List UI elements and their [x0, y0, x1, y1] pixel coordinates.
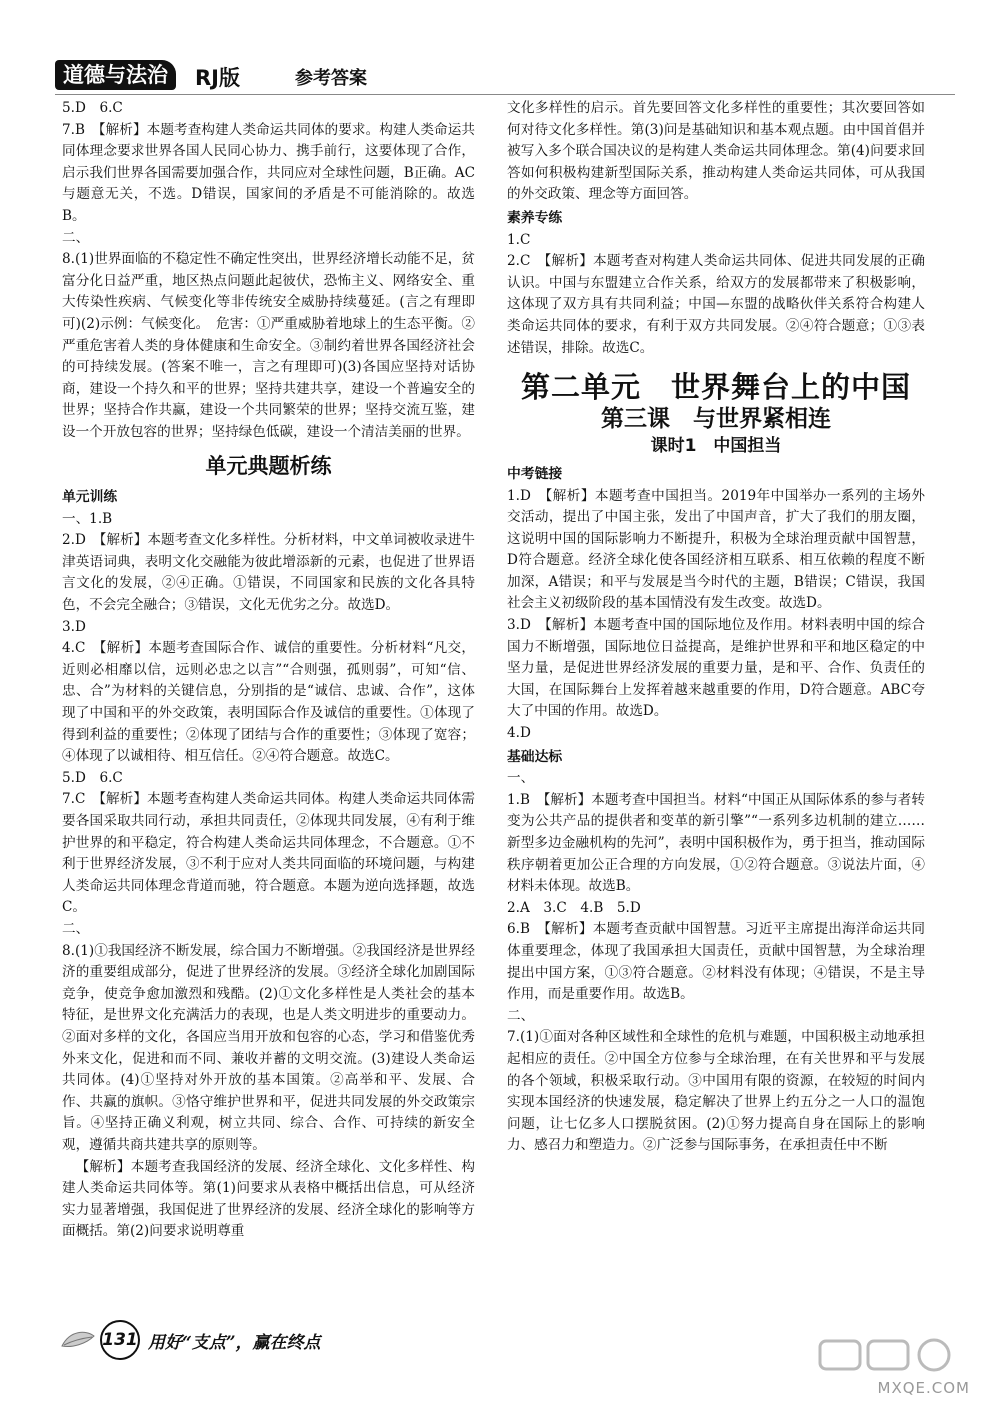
watermark-text: MXQE.COM	[877, 1379, 970, 1397]
answer-paragraph: 1.D 【解析】本题考查中国担当。2019年中国举办一系列的主场外交活动，提出了中国主张，发出了中国声音，扩大了我们的朋友圈，这说明中国的国际影响力不断提升，积极为全球治理贡献中国智慧，D符合题意。经济全球化使各国经济相互联系、相互依赖的程度不断加深，A错误；和平与发展是当今时代的主题，B错误；C错误，我国社会主义初级阶段的基本国情没有发生改变。故选D。	[507, 487, 925, 612]
answer-paragraph: 1.C	[507, 231, 531, 248]
answer-paragraph: 6.B 【解析】本题考查贡献中国智慧。习近平主席提出海洋命运共同体重要理念，体现了我国承担大国责任，贡献中国智慧，为全球治理提出中国方案，①③符合题意。②材料没有体现；④错误，不是主导作用，而是重要作用。故选B。	[507, 921, 925, 1003]
answer-paragraph: 2.A 3.C 4.B 5.D	[507, 899, 641, 916]
period-title: 课时1 中国担当	[650, 436, 782, 457]
answer-paragraph: 5.D 6.C	[62, 100, 123, 116]
answer-paragraph: 3.D 【解析】本题考查中国的国际地位及作用。材料表明中国的综合国力不断增强，国际地位日益提高，是维护世界和平和地区稳定的中坚力量，是促进世界经济发展的重要力量，是和平、合作、负责任的大国，在国际舞台上发挥着越来越重要的作用，D符合题意。ABC夸大了中国的作用。故选D。	[507, 617, 925, 720]
answer-paragraph: 8.(1)世界面临的不稳定性不确定性突出，世界经济增长动能不足，贫富分化日益严重，地区热点问题此起彼伏，恐怖主义、网络安全、重大传染性疾病、气候变化等非传统安全威胁持续蔓延。(言之有理即可)(2)示例：气候变化。 危害：①严重威胁着地球上的生态平衡。②严重危害着人类的身体健康和生命安全。③制约着世界各国经济社会的可持续发展。(答案不唯一，言之有理即可)(3)各国应坚持对话协商，建设一个持久和平的世界；坚持共建共享，建设一个普遍安全的世界；坚持合作共赢，建设一个共同繁荣的世界；坚持交流互鉴，建设一个开放包容的世界；坚持绿色低碳，建设一个清洁美丽的世界。	[62, 251, 475, 440]
unit-heading: 单元典题析练	[205, 453, 332, 478]
edition-label: RJ版	[195, 66, 240, 90]
section-heading: 素养专练	[507, 209, 563, 226]
answer-title: 参考答案	[295, 68, 367, 89]
answer-paragraph: 4.C 【解析】本题考查国际合作、诚信的重要性。分析材料“凡交，近则必相靡以信，远则必忠之以言”“合则强，孤则弱”，可知“信、忠、合”为材料的关键信息，分别指的是“诚信、忠诚、合作”，这体现了中国和平的外交政策，表明国际合作及诚信的重要性。①体现了得到利益的重要性；②体现了团结与合作的重要性；③体现了宽容；④体现了以诚相待、相互信任。②④符合题意。故选C。	[62, 640, 475, 765]
answer-paragraph: 一、	[507, 770, 535, 787]
section-heading: 基础达标	[507, 748, 563, 765]
answer-paragraph: 7.(1)①面对各种区域性和全球性的危机与难题，中国积极主动地承担起相应的责任。②中国全方位参与全球治理，在有关世界和平与发展的各个领域，积极采取行动。③中国用有限的资源，在较短的时间内实现本国经济的快速发展，稳定解决了世界上约五分之一人口的温饱问题，让七亿多人口摆脱贫困。(2)①努力提高自身在国际上的影响力、感召力和塑造力。②广泛参与国际事务，在承担责任中不断	[507, 1029, 925, 1154]
page-header	[55, 52, 955, 92]
answer-paragraph: 7.C 【解析】本题考查构建人类命运共同体。构建人类命运共同体需要各国采取共同行动，承担共同责任，②体现共同发展，④有利于维护世界的和平稳定，符合构建人类命运共同体理念，不合题意。①不利于世界经济发展，③不利于应对人类共同面临的环境问题，与构建人类命运共同体理念背道而驰，符合题意。本题为逆向选择题，故选C。	[62, 791, 475, 916]
right-column	[507, 98, 925, 1157]
page-footer	[60, 1318, 940, 1358]
footer-slogan: 用好“支点”，赢在终点	[148, 1333, 321, 1353]
watermark	[810, 1335, 970, 1397]
header-divider	[55, 94, 955, 95]
watermark-logo-icon	[816, 1335, 966, 1375]
subject-badge: 道德与法治	[55, 60, 176, 90]
answer-paragraph: 2.D 【解析】本题考查文化多样性。分析材料，中文单词被收录进牛津英语词典，表明文化交融能为彼此增添新的元素，也促进了世界语言文化的发展，②④正确。①错误，不同国家和民族的文化各具特色，不会完全融合；③错误，文化无优劣之分。故选D。	[62, 532, 475, 614]
unit-title: 第二单元 世界舞台上的中国	[520, 370, 911, 405]
leaf-decoration-icon	[60, 1328, 96, 1350]
left-column	[62, 98, 475, 1243]
section-heading: 中考链接	[507, 465, 563, 482]
answer-paragraph: 二、	[507, 1007, 535, 1024]
page-number: 131	[100, 1320, 140, 1360]
answer-paragraph: 二、	[62, 920, 90, 937]
answer-paragraph: 二、	[62, 229, 90, 246]
answer-paragraph: 【解析】本题考查我国经济的发展、经济全球化、文化多样性、构建人类命运共同体等。第(1)问要求从表格中概括出信息，可从经济实力显著增强，我国促进了世界经济的发展、经济全球化的影响等方面概括。第(2)问要求说明尊重	[62, 1158, 475, 1240]
answer-paragraph: 1.B 【解析】本题考查中国担当。材料“中国正从国际体系的参与者转变为公共产品的提供者和变革的新引擎”“一系列多边机制的建立……新型多边金融机构的先河”，表明中国积极作为，勇于担当，推动国际秩序朝着更加公正合理的方向发展，①②符合题意。③说法片面，④材料未体现。故选B。	[507, 791, 925, 895]
answer-paragraph: 8.(1)①我国经济不断发展，综合国力不断增强。②我国经济是世界经济的重要组成部分，促进了世界经济的发展。③经济全球化加剧国际竞争，使竞争愈加激烈和残酷。(2)①文化多样性是人类社会的基本特征，是世界文化充满活力的表现，也是人类文明进步的重要动力。②面对多样的文化，各国应当用开放和包容的心态，学习和借鉴优秀外来文化，促进和而不同、兼收并蓄的文明交流。(3)建设人类命运共同体。(4)①坚持对外开放的基本国策。②高举和平、发展、合作、共赢的旗帜。③恪守维护世界和平，促进共同发展的外交政策宗旨。④坚持正确义利观，树立共同、综合、合作、可持续的新安全观，遵循共商共建共享的原则等。	[62, 942, 475, 1153]
answer-paragraph: 7.B 【解析】本题考查构建人类命运共同体的要求。构建人类命运共同体理念要求世界各国人民同心协力、携手前行，这要体现了合作，启示我们世界各国需要加强合作，共同应对全球性问题，B正确。AC与题意无关，不选。D错误，国家间的矛盾是不可能消除的。故选B。	[62, 121, 475, 224]
section-heading: 单元训练	[62, 489, 118, 506]
answer-paragraph: 3.D	[62, 618, 86, 635]
answer-paragraph: 4.D	[507, 725, 531, 742]
lesson-title: 第三课 与世界紧相连	[601, 405, 831, 432]
answer-paragraph: 一、1.B	[62, 510, 113, 527]
answer-paragraph: 2.C 【解析】本题考查对构建人类命运共同体、促进共同发展的正确认识。中国与东盟建立合作关系，给双方的发展都带来了积极影响，这体现了双方具有共同利益；中国—东盟的战略伙伴关系符合构建人类命运共同体的要求，有利于双方共同发展。②④符合题意；①③表述错误，排除。故选C。	[507, 253, 925, 356]
answer-paragraph: 5.D 6.C	[62, 769, 123, 786]
answer-paragraph: 文化多样性的启示。首先要回答文化多样性的重要性；其次要回答如何对待文化多样性。第(3)问是基础知识和基本观点题。由中国首倡并被写入多个联合国决议的是构建人类命运共同体理念。第(4)问要求回答如何积极构建新型国际关系，推动构建人类命运共同体，可从我国的外交政策、理念等方面回答。	[507, 100, 925, 203]
